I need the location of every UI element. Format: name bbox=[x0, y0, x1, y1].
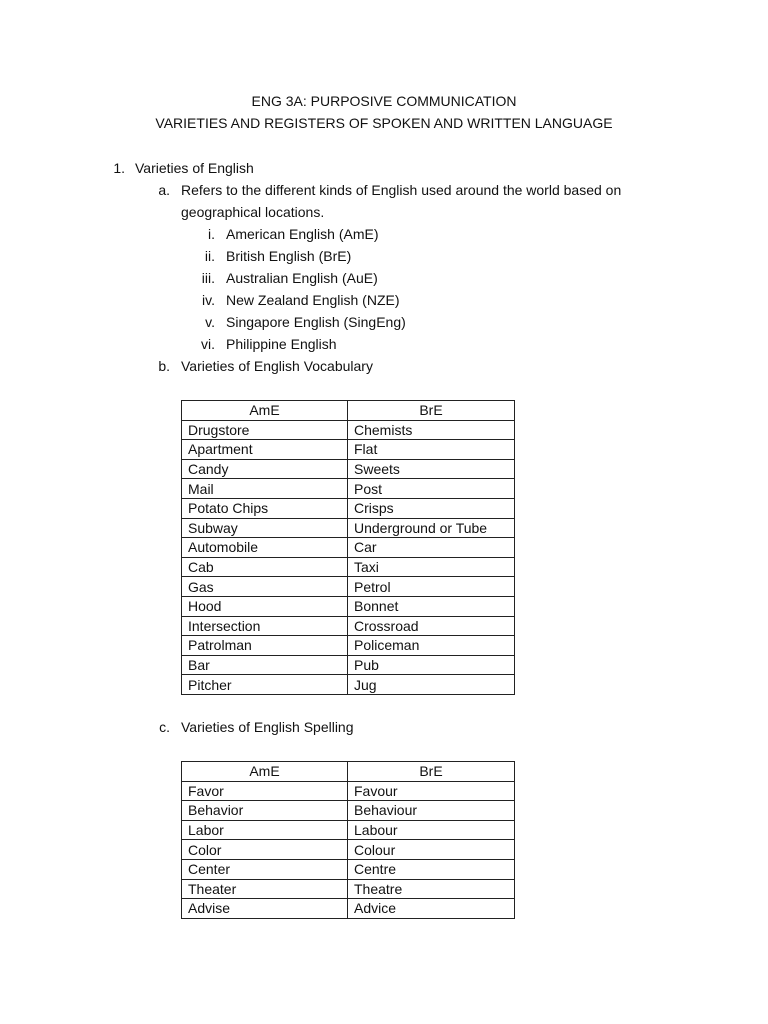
table-cell-bre: Colour bbox=[348, 840, 515, 860]
table-cell-bre: Favour bbox=[348, 781, 515, 801]
table-cell-ame: Drugstore bbox=[182, 420, 348, 440]
table-cell-bre: Petrol bbox=[348, 577, 515, 597]
table-cell-bre: Post bbox=[348, 479, 515, 499]
table-row bbox=[182, 459, 515, 479]
item-a-text-line1: Refers to the different kinds of English used around the world based on bbox=[181, 182, 622, 198]
table-row bbox=[182, 577, 515, 597]
table-cell-ame: Theater bbox=[182, 879, 348, 899]
table-row bbox=[182, 801, 515, 821]
table-cell-bre: Jug bbox=[348, 675, 515, 695]
list-item-number: vi. bbox=[201, 336, 215, 352]
table-row bbox=[182, 675, 515, 695]
table-cell-bre: Behaviour bbox=[348, 801, 515, 821]
table-cell-bre: Flat bbox=[348, 440, 515, 460]
list-item-number: v. bbox=[205, 314, 215, 330]
table-cell-ame: Behavior bbox=[182, 801, 348, 821]
document-subtitle: VARIETIES AND REGISTERS OF SPOKEN AND WRITTEN LANGUAGE bbox=[155, 115, 613, 131]
list-item-label: Australian English (AuE) bbox=[226, 270, 378, 286]
table-row bbox=[182, 440, 515, 460]
item-a-number: a. bbox=[158, 182, 170, 198]
table-row bbox=[182, 820, 515, 840]
document-title: ENG 3A: PURPOSIVE COMMUNICATION bbox=[251, 93, 517, 109]
section-1-number: 1. bbox=[113, 160, 125, 176]
table-cell-ame: Cab bbox=[182, 557, 348, 577]
table-row bbox=[182, 498, 515, 518]
table-cell-ame: Hood bbox=[182, 596, 348, 616]
table-cell-bre: Bonnet bbox=[348, 596, 515, 616]
table-cell-ame: Automobile bbox=[182, 538, 348, 558]
table-cell-bre: Sweets bbox=[348, 459, 515, 479]
table-row bbox=[182, 636, 515, 656]
table-row bbox=[182, 596, 515, 616]
list-item-label: Philippine English bbox=[226, 336, 337, 352]
table-row bbox=[182, 899, 515, 919]
table-header-row bbox=[182, 401, 515, 421]
table-cell-bre: Theatre bbox=[348, 879, 515, 899]
column-header-bre: BrE bbox=[348, 401, 515, 421]
column-header-ame: AmE bbox=[182, 762, 348, 782]
item-c-label: Varieties of English Spelling bbox=[181, 719, 354, 735]
table-cell-bre: Pub bbox=[348, 655, 515, 675]
item-c-number: c. bbox=[159, 719, 170, 735]
section-1-label: Varieties of English bbox=[135, 160, 254, 176]
table-cell-ame: Labor bbox=[182, 820, 348, 840]
table-cell-bre: Crisps bbox=[348, 498, 515, 518]
table-cell-bre: Car bbox=[348, 538, 515, 558]
table-cell-ame: Advise bbox=[182, 899, 348, 919]
table-header-row bbox=[182, 762, 515, 782]
table-row bbox=[182, 655, 515, 675]
item-a-text-line2: geographical locations. bbox=[181, 204, 325, 220]
table-cell-ame: Color bbox=[182, 840, 348, 860]
table-cell-ame: Candy bbox=[182, 459, 348, 479]
table-row bbox=[182, 781, 515, 801]
list-item-label: Singapore English (SingEng) bbox=[226, 314, 406, 330]
table-row bbox=[182, 840, 515, 860]
item-b-number: b. bbox=[158, 358, 170, 374]
list-item-number: iv. bbox=[202, 292, 215, 308]
table-cell-ame: Bar bbox=[182, 655, 348, 675]
table-cell-ame: Pitcher bbox=[182, 675, 348, 695]
table-row bbox=[182, 879, 515, 899]
table-row bbox=[182, 859, 515, 879]
table-row bbox=[182, 479, 515, 499]
table-cell-ame: Apartment bbox=[182, 440, 348, 460]
list-item-number: i. bbox=[208, 226, 215, 242]
table-cell-ame: Intersection bbox=[182, 616, 348, 636]
list-item-number: ii. bbox=[204, 248, 215, 264]
table-cell-bre: Centre bbox=[348, 859, 515, 879]
table-row bbox=[182, 616, 515, 636]
table-cell-ame: Center bbox=[182, 859, 348, 879]
table-cell-bre: Underground or Tube bbox=[348, 518, 515, 538]
table-cell-ame: Potato Chips bbox=[182, 498, 348, 518]
column-header-ame: AmE bbox=[182, 401, 348, 421]
table-cell-ame: Favor bbox=[182, 781, 348, 801]
list-item-label: American English (AmE) bbox=[226, 226, 379, 242]
list-item-label: New Zealand English (NZE) bbox=[226, 292, 400, 308]
item-b-label: Varieties of English Vocabulary bbox=[181, 358, 373, 374]
spelling-table bbox=[181, 761, 515, 919]
table-row bbox=[182, 518, 515, 538]
table-row bbox=[182, 420, 515, 440]
table-cell-bre: Chemists bbox=[348, 420, 515, 440]
table-cell-ame: Mail bbox=[182, 479, 348, 499]
vocabulary-table bbox=[181, 400, 515, 695]
table-cell-bre: Advice bbox=[348, 899, 515, 919]
table-cell-bre: Labour bbox=[348, 820, 515, 840]
list-item-number: iii. bbox=[201, 270, 215, 286]
table-cell-bre: Policeman bbox=[348, 636, 515, 656]
table-row bbox=[182, 557, 515, 577]
table-cell-bre: Taxi bbox=[348, 557, 515, 577]
table-cell-ame: Gas bbox=[182, 577, 348, 597]
table-row bbox=[182, 538, 515, 558]
table-cell-bre: Crossroad bbox=[348, 616, 515, 636]
column-header-bre: BrE bbox=[348, 762, 515, 782]
table-cell-ame: Patrolman bbox=[182, 636, 348, 656]
list-item-label: British English (BrE) bbox=[226, 248, 352, 264]
table-cell-ame: Subway bbox=[182, 518, 348, 538]
